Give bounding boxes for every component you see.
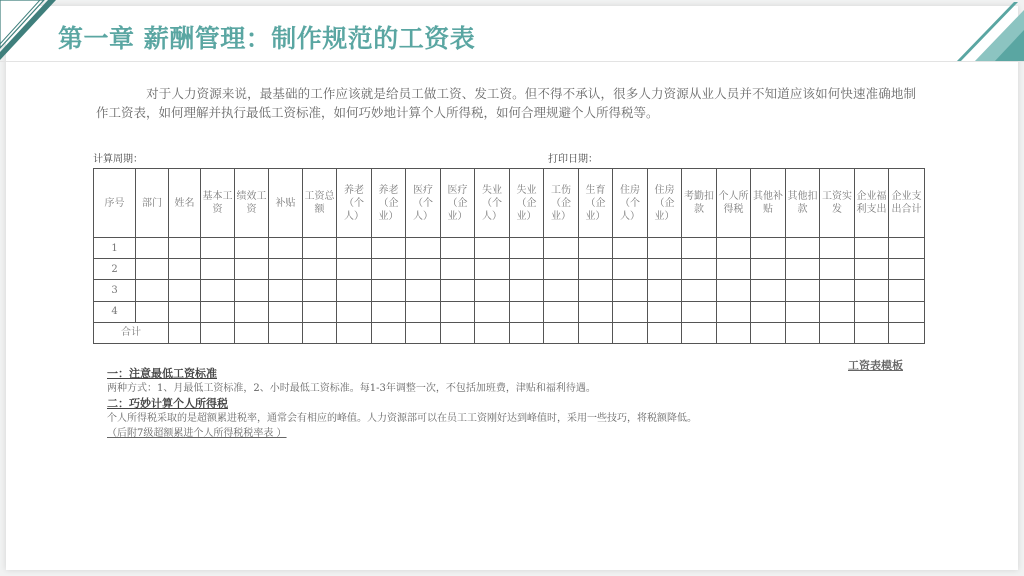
table-header-cell: 个人所得税: [717, 169, 751, 238]
table-cell[interactable]: [855, 280, 889, 301]
table-cell[interactable]: [169, 259, 201, 280]
table-cell[interactable]: [372, 259, 406, 280]
table-header-cell: 住房（企业）: [648, 169, 682, 238]
total-cell[interactable]: [648, 322, 682, 343]
table-cell[interactable]: [717, 301, 751, 322]
table-row: [94, 280, 925, 301]
total-cell[interactable]: [510, 322, 544, 343]
table-cell[interactable]: [235, 301, 269, 322]
table-cell[interactable]: [372, 238, 406, 259]
table-cell[interactable]: [269, 238, 303, 259]
table-cell[interactable]: [751, 301, 786, 322]
table-cell[interactable]: [613, 280, 648, 301]
table-cell[interactable]: [475, 259, 510, 280]
table-header-cell: 住房（个人）: [613, 169, 648, 238]
table-cell[interactable]: [820, 238, 855, 259]
table-cell[interactable]: [820, 280, 855, 301]
table-cell[interactable]: [136, 259, 169, 280]
period-label: 计算周期：: [93, 154, 143, 165]
table-cell[interactable]: [751, 259, 786, 280]
table-cell[interactable]: [889, 259, 925, 280]
table-cell[interactable]: [820, 301, 855, 322]
table-body: [94, 238, 925, 344]
table-cell[interactable]: [855, 259, 889, 280]
table-cell[interactable]: [475, 280, 510, 301]
table-header-cell: 生育（企业）: [579, 169, 613, 238]
table-cell[interactable]: [682, 280, 717, 301]
table-cell[interactable]: [269, 259, 303, 280]
table-cell[interactable]: [855, 301, 889, 322]
template-label: 工资表模板: [848, 359, 903, 372]
table-cell[interactable]: [406, 280, 441, 301]
table-cell[interactable]: [303, 238, 337, 259]
table-cell[interactable]: [544, 280, 579, 301]
table-header-cell: 基本工资: [201, 169, 235, 238]
section2-title: 二：巧妙计算个人所得税: [107, 397, 228, 410]
table-header-cell: 医疗（企业）: [441, 169, 475, 238]
table-cell[interactable]: [786, 301, 820, 322]
table-cell[interactable]: [235, 238, 269, 259]
table-cell[interactable]: [510, 259, 544, 280]
table-cell[interactable]: [682, 259, 717, 280]
table-cell[interactable]: [475, 238, 510, 259]
total-label-cell: 合计: [94, 322, 169, 343]
table-cell[interactable]: [579, 238, 613, 259]
table-cell[interactable]: [406, 238, 441, 259]
table-cell[interactable]: [269, 301, 303, 322]
table-cell[interactable]: [269, 280, 303, 301]
table-header-row: [94, 169, 925, 238]
table-header-cell: 姓名: [169, 169, 201, 238]
top-left-corner-decoration: [0, 0, 60, 62]
table-cell[interactable]: [751, 238, 786, 259]
table-header-cell: 其他补贴: [751, 169, 786, 238]
table-cell[interactable]: [613, 259, 648, 280]
total-cell[interactable]: [337, 322, 372, 343]
table-cell[interactable]: [717, 280, 751, 301]
table-cell[interactable]: [510, 301, 544, 322]
total-cell[interactable]: [201, 322, 235, 343]
table-header-cell: 补贴: [269, 169, 303, 238]
table-cell[interactable]: [235, 280, 269, 301]
row-number-cell: 2: [94, 259, 136, 280]
table-header-cell: 其他扣款: [786, 169, 820, 238]
table-cell[interactable]: [820, 259, 855, 280]
table-cell[interactable]: [751, 280, 786, 301]
table-cell[interactable]: [889, 280, 925, 301]
section1-title: 一：注意最低工资标准: [107, 367, 217, 380]
table-cell[interactable]: [201, 259, 235, 280]
table-cell[interactable]: [579, 259, 613, 280]
row-number-cell: 4: [94, 301, 136, 322]
title-divider: [0, 61, 1024, 62]
table-cell[interactable]: [682, 301, 717, 322]
table-cell[interactable]: [201, 301, 235, 322]
table-cell[interactable]: [169, 280, 201, 301]
table-cell[interactable]: [510, 238, 544, 259]
table-header-cell: 序号: [94, 169, 136, 238]
row-number-cell: 1: [94, 238, 136, 259]
table-cell[interactable]: [786, 280, 820, 301]
table-header-cell: 绩效工资: [235, 169, 269, 238]
table-header-cell: 失业（个人）: [475, 169, 510, 238]
table-cell[interactable]: [855, 238, 889, 259]
total-cell[interactable]: [613, 322, 648, 343]
total-cell[interactable]: [303, 322, 337, 343]
total-cell[interactable]: [475, 322, 510, 343]
table-header-cell: 工伤（企业）: [544, 169, 579, 238]
table-cell[interactable]: [510, 280, 544, 301]
total-cell[interactable]: [406, 322, 441, 343]
table-cell[interactable]: [544, 301, 579, 322]
table-header-cell: 养老（企业）: [372, 169, 406, 238]
table-row: [94, 238, 925, 259]
total-cell[interactable]: [579, 322, 613, 343]
tax-table-link[interactable]: （后附7级超额累进个人所得税税率表 ）: [107, 428, 287, 439]
total-cell[interactable]: [820, 322, 855, 343]
table-cell[interactable]: [648, 238, 682, 259]
table-cell[interactable]: [544, 259, 579, 280]
table-cell[interactable]: [441, 301, 475, 322]
table-cell[interactable]: [169, 238, 201, 259]
total-cell[interactable]: [269, 322, 303, 343]
top-right-corner-decoration: [934, 0, 1024, 62]
intro-text: 对于人力资源来说，最基础的工作应该就是给员工做工资、发工资。但不得不承认，很多人力资源从业人员并不知道应该如何快速准确地制作工资表，如何理解并执行最低工资标准，如何巧妙地计算个人所得税，如何合理规避个人所得税等。: [96, 86, 916, 120]
table-header-cell: 考勤扣款: [682, 169, 717, 238]
table-cell[interactable]: [544, 238, 579, 259]
total-row: [94, 322, 925, 343]
table-header-cell: 养老（个人）: [337, 169, 372, 238]
table-cell[interactable]: [889, 238, 925, 259]
table-cell[interactable]: [337, 259, 372, 280]
total-cell[interactable]: [235, 322, 269, 343]
table-cell[interactable]: [717, 259, 751, 280]
table-cell[interactable]: [613, 301, 648, 322]
total-cell[interactable]: [169, 322, 201, 343]
table-cell[interactable]: [372, 301, 406, 322]
table-cell[interactable]: [889, 301, 925, 322]
intro-paragraph: [96, 84, 916, 122]
table-cell[interactable]: [136, 238, 169, 259]
table-cell[interactable]: [613, 238, 648, 259]
table-cell[interactable]: [303, 259, 337, 280]
table-cell[interactable]: [579, 280, 613, 301]
total-cell[interactable]: [544, 322, 579, 343]
table-cell[interactable]: [786, 259, 820, 280]
total-cell[interactable]: [717, 322, 751, 343]
salary-table: [93, 168, 925, 344]
table-header-cell: 失业（企业）: [510, 169, 544, 238]
table-cell[interactable]: [372, 280, 406, 301]
table-cell[interactable]: [648, 280, 682, 301]
table-cell[interactable]: [406, 259, 441, 280]
table-cell[interactable]: [201, 280, 235, 301]
total-cell[interactable]: [682, 322, 717, 343]
table-cell[interactable]: [441, 259, 475, 280]
table-cell[interactable]: [303, 301, 337, 322]
total-cell[interactable]: [889, 322, 925, 343]
table-cell[interactable]: [337, 280, 372, 301]
page-title: 第一章 薪酬管理：制作规范的工资表: [58, 24, 476, 53]
table-cell[interactable]: [786, 238, 820, 259]
print-date-label: 打印日期：: [548, 154, 598, 165]
notes-section: [107, 366, 907, 441]
table-cell[interactable]: [441, 280, 475, 301]
row-number-cell: 3: [94, 280, 136, 301]
table-cell[interactable]: [337, 301, 372, 322]
table-cell[interactable]: [337, 238, 372, 259]
table-cell[interactable]: [648, 259, 682, 280]
total-cell[interactable]: [441, 322, 475, 343]
table-cell[interactable]: [201, 238, 235, 259]
table-cell[interactable]: [682, 238, 717, 259]
table-cell[interactable]: [169, 301, 201, 322]
total-cell[interactable]: [855, 322, 889, 343]
table-cell[interactable]: [648, 301, 682, 322]
table-cell[interactable]: [579, 301, 613, 322]
table-cell[interactable]: [475, 301, 510, 322]
total-cell[interactable]: [751, 322, 786, 343]
table-header-cell: 企业支出合计: [889, 169, 925, 238]
table-cell[interactable]: [235, 259, 269, 280]
section2-text: 个人所得税采取的是超额累进税率，通常会有相应的峰值。人力资源部可以在员工工资刚好达到峰值时，采用一些技巧，将税额降低。: [107, 413, 697, 424]
table-cell[interactable]: [717, 238, 751, 259]
table-header-cell: 工资总额: [303, 169, 337, 238]
total-cell[interactable]: [786, 322, 820, 343]
table-cell[interactable]: [406, 301, 441, 322]
table-cell[interactable]: [136, 280, 169, 301]
section1-text: 两种方式：1、月最低工资标准，2、小时最低工资标准。每1-3年调整一次，不包括加班费，津贴和福利待遇。: [107, 383, 596, 394]
table-cell[interactable]: [441, 238, 475, 259]
table-header-cell: 企业福利支出: [855, 169, 889, 238]
table-row: [94, 301, 925, 322]
table-header-cell: 医疗（个人）: [406, 169, 441, 238]
total-cell[interactable]: [372, 322, 406, 343]
table-cell[interactable]: [303, 280, 337, 301]
table-header-cell: 工资实发: [820, 169, 855, 238]
table-header-cell: 部门: [136, 169, 169, 238]
table-row: [94, 259, 925, 280]
table-cell[interactable]: [136, 301, 169, 322]
